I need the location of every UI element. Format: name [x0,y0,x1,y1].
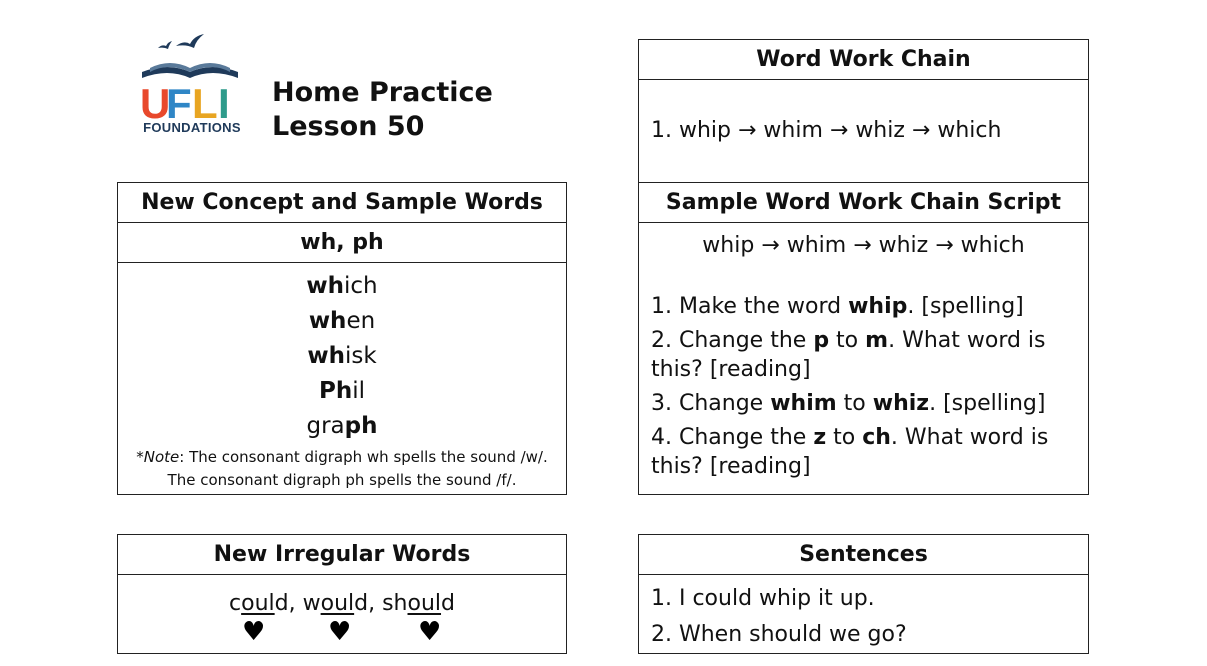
sentence: 2. When should we go? [651,622,907,647]
heart-icon: ♥ [418,617,442,647]
script-step: 3. Change whim to whiz. [spelling] [651,391,1046,416]
title-line-1: Home Practice [272,77,493,108]
concept-words [118,263,566,492]
sentence: 1. I could whip it up. [651,586,875,611]
script-chain: whip → whim → whiz → which [702,233,1025,258]
script-title: Sample Word Work Chain Script [639,183,1088,223]
sample-word: Phil [318,378,365,404]
irregular-box [117,534,567,654]
script-steps [639,258,1088,481]
svg-text:L: L [192,80,218,127]
irregular-word: would [302,591,369,616]
irregular-word: could [229,591,289,616]
svg-text:F: F [166,80,192,127]
heart-icon: ♥ [242,617,266,647]
irregular-word: should [382,591,455,616]
script-box [638,182,1089,495]
sentences-title: Sentences [639,535,1088,575]
irregular-title: New Irregular Words [118,535,566,575]
sample-word: graph [306,413,378,439]
sentences-list [639,575,1088,653]
concept-note: *Note: The consonant digraph wh spells the sound /w/. The consonant digraph ph spells the sound /f/. [136,448,548,489]
concept-box [117,182,567,495]
chain-title: Word Work Chain [639,40,1088,80]
sample-word: whisk [307,343,377,369]
sample-word: when [308,308,376,334]
chain-box [638,39,1089,184]
script-step: 2. Change the p to m. What word is this? [reading] [651,328,1046,382]
heart-icon: ♥ [328,617,352,647]
concept-title: New Concept and Sample Words [118,183,566,223]
script-step: 1. Make the word whip. [spelling] [651,294,1024,319]
script-step: 4. Change the z to ch. What word is this? [reading] [651,425,1049,479]
title-line-2: Lesson 50 [272,111,425,142]
sample-word: which [306,273,378,299]
irregular-words: could, would, should [229,591,455,616]
ufli-logo [138,32,246,142]
concept-focus: wh, ph [118,223,566,263]
svg-text:I: I [218,80,230,127]
chain-item: 1. whip → whim → whiz → which [651,118,1002,143]
logo-subtitle: FOUNDATIONS [143,120,241,135]
page-title [272,76,493,144]
svg-text:U: U [140,80,171,127]
sentences-box [638,534,1089,654]
